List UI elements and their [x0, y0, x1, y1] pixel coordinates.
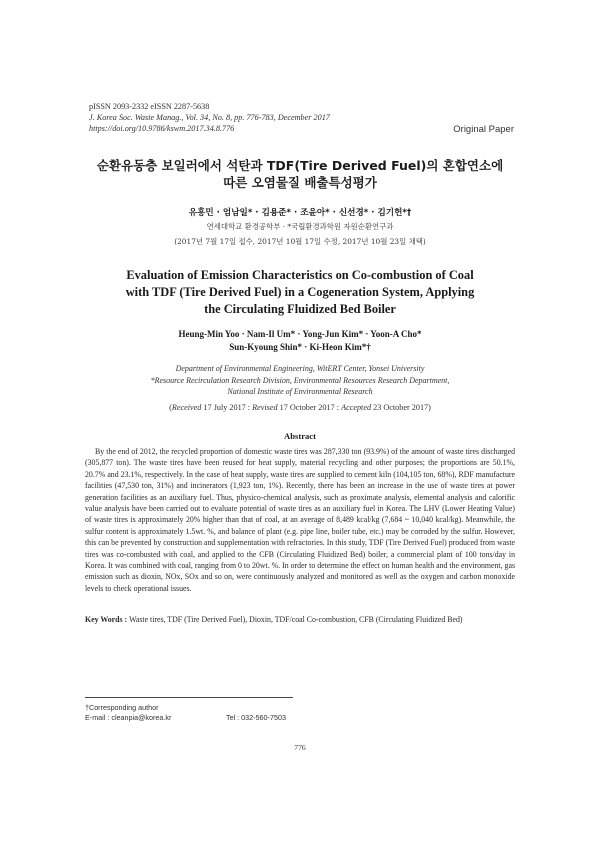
contact-line: [85, 713, 286, 723]
english-affiliation: [0, 363, 600, 398]
accepted-label: Accepted: [341, 403, 372, 412]
page-number: 776: [294, 743, 306, 752]
english-title-line: with TDF (Tire Derived Fuel) in a Cogeneration System, Applying: [125, 285, 475, 299]
korean-title-line: 따른 오염물질 배출특성평가: [223, 175, 377, 190]
english-title-line: the Circulating Fluidized Bed Boiler: [204, 302, 396, 316]
tel-text: Tel : 032-560-7503: [226, 713, 286, 722]
english-title-line: Evaluation of Emission Characteristics on Co-combustion of Coal: [126, 268, 474, 282]
journal-header: [89, 101, 330, 134]
citation-line: J. Korea Soc. Waste Manag., Vol. 34, No. 8, pp. 776-783, December 2017: [89, 113, 330, 122]
doi-link[interactable]: https://doi.org/10.9786/kswm.2017.34.8.776: [89, 124, 235, 133]
email-text: E-mail : cleanpia@korea.kr: [85, 713, 172, 722]
received-date: 17 July 2017 :: [201, 403, 253, 412]
corresponding-author-note: †Corresponding author: [85, 703, 159, 712]
issn-line: pISSN 2093-2332 eISSN 2287-5638: [89, 102, 210, 111]
abstract-body: By the end of 2012, the recycled proportion of domestic waste tires was 287,330 ton (93.9%) of the amount of waste tires discharged (305,877 ton). The waste tires have been reused for heat supply, material recycling and other purposes; the proportions are 50.1%, 20.7% and 23.1%, respectively. In the case of heat supply, waste tires are supplied to cement kiln (104,105 ton, 68%), RDF manufacture facilities (47,530 ton, 31%) and incinerators (1,923 ton, 1%). Recently, there has been an increase in the use of waste tires at power generation facilities as an auxiliary fuel. Thus, physico-chemical analysis, such as proximate analysis, elemental analysis and calorific value analysis have been carried out to evaluate potential of waste tires as an auxiliary fuel in Korea. The LHV (Lower Heating Value) of waste tires is approximately 20% higher than that of coal, at an average of 8,489 kcal/kg (7,684 ~ 10,040 kcal/kg). Meanwhile, the sulfur content is approximately 1.5wt. %, and balance of plant (e.g. pipe line, boiler tube, etc.) may be corroded by the sulfur. However, this can be prevented by construction and supplementation with refractories. In this study, TDF (Tire Derived Fuel) produced from waste tires was co-combusted with coal, and applied to the CFB (Circulating Fluidized Bed) boiler, a commercial plant of 100 tons/day in Korea. It was combined with coal, ranging from 0 to 20wt. %. In order to determine the effect on human health and the environment, gas emission such as dioxin, NOx, SOx and so on, were continuously analyzed and monitored as well as the oxygen and carbon monoxide levels to check operational issues.: [85, 447, 515, 593]
english-authors-line: Heung-Min Yoo · Nam-Il Um* · Yong-Jun Kim* · Yoon-A Cho*: [178, 329, 422, 339]
korean-title: [0, 157, 600, 191]
received-label: Received: [171, 403, 202, 412]
abstract-heading: Abstract: [284, 431, 316, 441]
english-authors-line: Sun-Kyoung Shin* · Ki-Heon Kim*†: [229, 342, 371, 352]
keywords-text: Waste tires, TDF (Tire Derived Fuel), Dioxin, TDF/coal Co-combustion, CFB (Circulating Fluidized Bed): [129, 615, 463, 624]
affiliation-line: Department of Environmental Engineering, WitERT Center, Yonsei University: [175, 364, 425, 373]
keywords: [85, 614, 525, 625]
keywords-label: Key Words :: [85, 615, 130, 624]
date-open-paren: (: [169, 403, 172, 412]
revised-label: Revised: [252, 403, 278, 412]
paper-type-label: Original Paper: [453, 124, 514, 135]
korean-dates: (2017년 7월 17일 접수, 2017년 10월 17일 수정, 2017년 10월 23일 채택): [174, 237, 426, 246]
footnote: [85, 703, 286, 723]
english-dates: [0, 403, 600, 412]
revised-date: 17 October 2017 :: [277, 403, 342, 412]
accepted-date: 23 October 2017): [371, 403, 431, 412]
footnote-divider: [85, 697, 293, 698]
affiliation-line: *Resource Recirculation Research Division, Environmental Resources Research Department,: [150, 375, 450, 385]
korean-authors: 유흥민 · 엄남일* · 김용준* · 조윤아* · 신선경* · 김기헌*†: [188, 208, 412, 218]
english-title: [60, 267, 540, 318]
affiliation-line: National Institute of Environmental Research: [227, 387, 373, 396]
english-authors: [0, 328, 600, 354]
korean-title-line: 순환유동층 보일러에서 석탄과 TDF(Tire Derived Fuel)의 혼합연소에: [96, 158, 504, 173]
korean-affiliation: 연세대학교 환경공학부 · *국립환경과학원 자원순환연구과: [206, 222, 394, 231]
